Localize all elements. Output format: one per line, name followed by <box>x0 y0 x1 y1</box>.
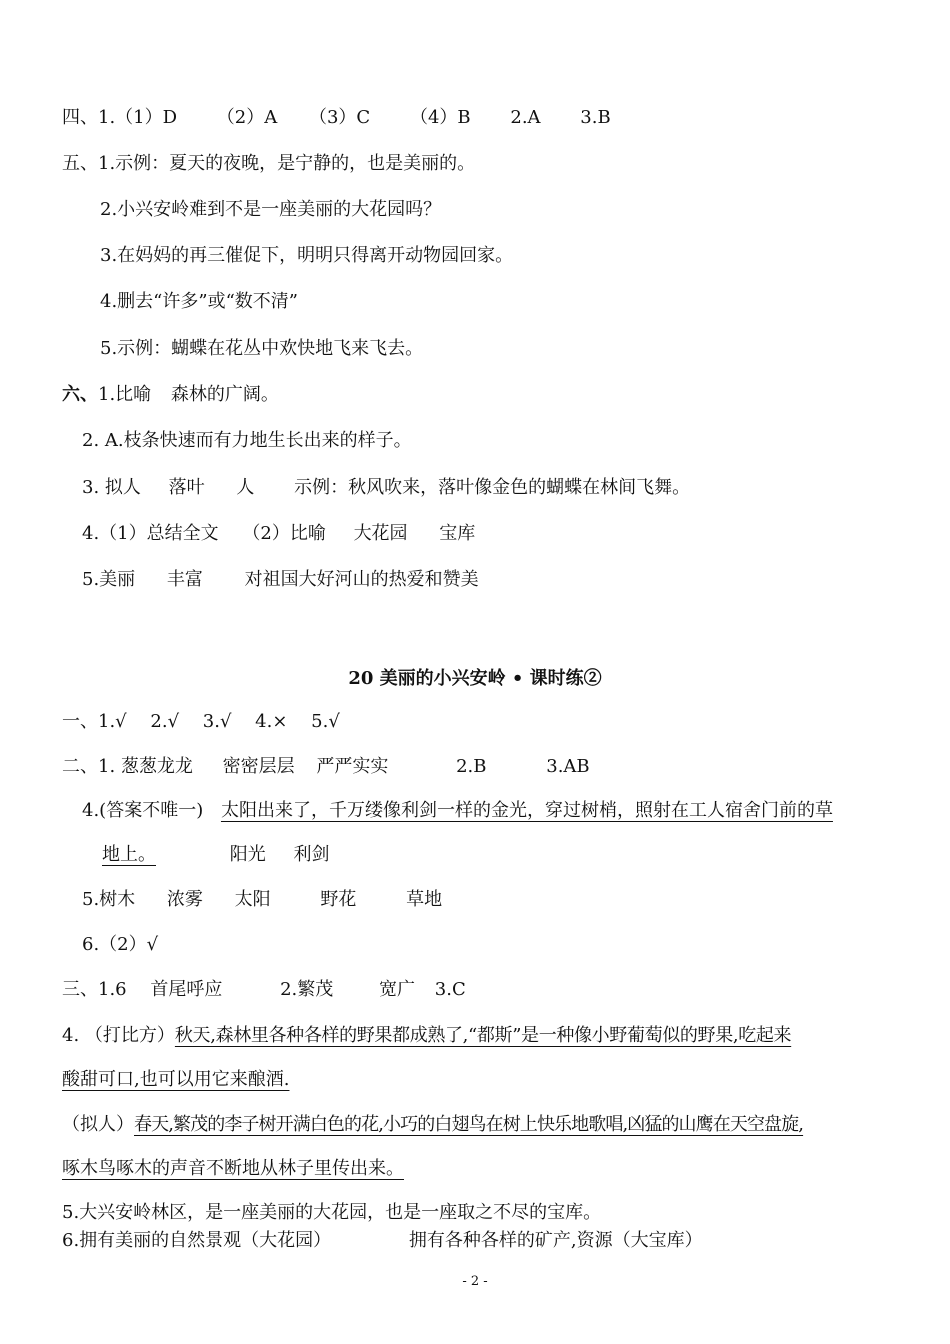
answer-text: 利剑 <box>293 844 330 865</box>
answer-line-2-1 <box>62 755 590 779</box>
answer-text: 丰富 <box>166 569 203 590</box>
answer-line-6-3 <box>82 476 690 500</box>
answer-text: 宽广 <box>379 979 416 1000</box>
answer-line-5-3: 3.在妈妈的再三催促下，明明只得离开动物园回家。 <box>100 245 514 266</box>
answer-text: 人 <box>236 477 255 498</box>
answer-text: 2.繁茂 <box>280 979 334 1000</box>
answer-line-5-1: 五、1.示例：夏天的夜晚，是宁静的，也是美丽的。 <box>62 153 476 174</box>
answer-line-1-1 <box>62 710 340 734</box>
answer-line-6-1 <box>62 383 279 407</box>
answer-text: 三、1.6 <box>62 979 127 1000</box>
answer-text: 宝库 <box>439 523 476 544</box>
answer-text: 一、1.√ <box>62 711 127 732</box>
answer-text: 二、1. 葱葱龙龙 <box>62 756 193 777</box>
answer-text: 5.√ <box>311 711 340 732</box>
answer-line-3-4-cont <box>62 1068 289 1092</box>
answer-text: 1.比喻 <box>98 384 152 405</box>
answer-text: 示例：秋风吹来，落叶像金色的蝴蝶在林间飞舞。 <box>294 477 691 498</box>
answer-text: 4.× <box>255 711 288 732</box>
underlined-answer: 太阳出来了，千万缕像利剑一样的金光，穿过树梢，照射在工人宿舍门前的草 <box>220 800 833 821</box>
answer-line-6-2: 2. A.枝条快速而有力地生长出来的样子。 <box>82 430 412 451</box>
answer-line-2-5 <box>82 888 442 912</box>
answer-text: 4.(答案不唯一) <box>82 800 204 821</box>
answer-text: 严严实实 <box>316 756 389 777</box>
answer-text: 2.B <box>456 756 487 777</box>
answer-line-3-7 <box>62 1229 703 1253</box>
answer-line-3-5 <box>62 1113 803 1137</box>
answer-text: 落叶 <box>168 477 205 498</box>
answer-text: 3. 拟人 <box>82 477 141 498</box>
answer-line-6-5 <box>82 568 479 592</box>
answer-text: （2）A <box>216 107 278 128</box>
answer-text: 草地 <box>406 889 443 910</box>
answer-line-3-4 <box>62 1024 791 1048</box>
answer-text: 5.树木 <box>82 889 136 910</box>
answer-text: 3.AB <box>546 756 590 777</box>
answer-text: 4.（1）总结全文 <box>82 523 219 544</box>
answer-text: 首尾呼应 <box>150 979 223 1000</box>
underlined-answer: 秋天,森林里各种各样的野果都成熟了,“都斯”是一种像小野葡萄似的野果,吃起来 <box>174 1025 792 1046</box>
answer-line-2-4-cont <box>102 843 329 867</box>
answer-text: （3）C <box>308 107 371 128</box>
answer-text: 4. （打比方） <box>62 1025 175 1046</box>
answer-line-2-4 <box>82 799 833 823</box>
answer-text: 3.B <box>580 107 611 128</box>
answer-text: 大花园 <box>353 523 408 544</box>
answer-text: 野花 <box>320 889 357 910</box>
answer-text: 3.√ <box>202 711 232 732</box>
page-number: - 2 - <box>462 1274 488 1289</box>
underlined-answer: 酸甜可口,也可以用它来酿酒. <box>62 1069 290 1090</box>
answer-text: 3.C <box>434 979 466 1000</box>
answer-line-4-1 <box>62 106 611 130</box>
answer-line-6-4 <box>82 522 475 546</box>
answer-text: 2.√ <box>150 711 180 732</box>
section-label: 六、 <box>62 384 98 405</box>
answer-text: （2）比喻 <box>242 523 326 544</box>
answer-text: 对祖国大好河山的热爱和赞美 <box>244 569 479 590</box>
answer-line-2-6: 6.（2）√ <box>82 934 159 955</box>
answer-text: 四、1.（1）D <box>62 107 178 128</box>
answer-text: 5.美丽 <box>82 569 136 590</box>
answer-text: 拥有各种各样的矿产,资源（大宝库） <box>408 1230 703 1251</box>
answer-text: 2.A <box>510 107 541 128</box>
underlined-answer: 地上。 <box>102 844 156 865</box>
answer-line-5-5: 5.示例：蝴蝶在花丛中欢快地飞来飞去。 <box>100 338 424 359</box>
answer-line-5-2: 2.小兴安岭难到不是一座美丽的大花园吗？ <box>100 199 442 220</box>
section-title: 20 美丽的小兴安岭 • 课时练② <box>348 668 602 689</box>
underlined-answer: 春天,繁茂的李子树开满白色的花,小巧的白翅鸟在树上快乐地歌唱,凶猛的山鹰在天空盘旋, <box>134 1114 804 1135</box>
answer-line-3-6: 5.大兴安岭林区，是一座美丽的大花园，也是一座取之不尽的宝库。 <box>62 1202 602 1223</box>
answer-text: 密密层层 <box>222 756 295 777</box>
answer-text: 阳光 <box>229 844 266 865</box>
underlined-answer: 啄木鸟啄木的声音不断地从林子里传出来。 <box>62 1158 404 1179</box>
answer-text: 6.拥有美丽的自然景观（大花园） <box>62 1230 332 1251</box>
answer-line-3-1 <box>62 978 466 1002</box>
answer-line-3-5-cont <box>62 1157 404 1181</box>
answer-text: 太阳 <box>234 889 271 910</box>
answer-text: （拟人） <box>62 1114 134 1135</box>
answer-text: 浓雾 <box>166 889 203 910</box>
answer-text: 森林的广阔。 <box>170 384 279 405</box>
answer-text: （4）B <box>409 107 471 128</box>
answer-line-5-4: 4.删去“许多”或“数不清” <box>100 291 298 312</box>
